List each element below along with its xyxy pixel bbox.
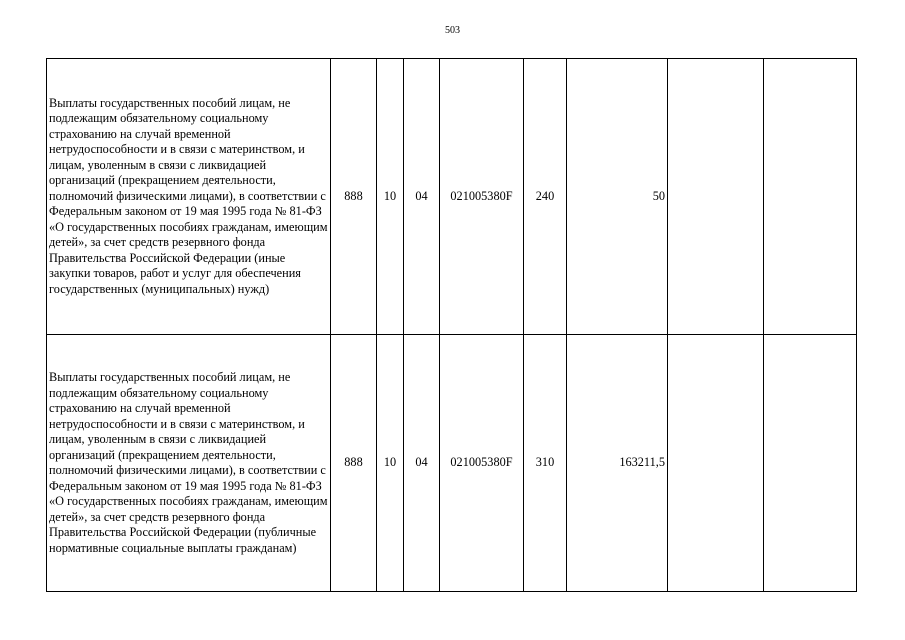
cell-amount: 163211,5: [567, 335, 668, 592]
table-row: [47, 335, 857, 592]
cell-expense-type: 240: [524, 59, 567, 335]
page-number: 503: [445, 25, 460, 36]
cell-code-ministry: 888: [331, 335, 377, 592]
table-row: [47, 59, 857, 335]
cell-target-article: 021005380F: [440, 335, 524, 592]
cell-extra-2: [764, 335, 857, 592]
row-description: Выплаты государственных пособий лицам, не подлежащим обязательному социальному страхованию на случай временной нетрудоспособности и в связи с материнством, и лицам, уволенным в связи с ликвидацией организаций (прекращением деятельности, полномочий физическими лицами), в соответствии с Федеральным законом от 19 мая 1995 года № 81-ФЗ «О государственных пособиях гражданам, имеющим детей», за счет средств резервного фонда Правительства Российской Федерации (публичные нормативные социальные выплаты гражданам): [47, 335, 331, 592]
cell-extra-1: [668, 335, 764, 592]
row-description: Выплаты государственных пособий лицам, не подлежащим обязательному социальному страхованию на случай временной нетрудоспособности и в связи с материнством, и лицам, уволенным в связи с ликвидацией организаций (прекращением деятельности, полномочий физическими лицами), в соответствии с Федеральным законом от 19 мая 1995 года № 81-ФЗ «О государственных пособиях гражданам, имеющим детей», за счет средств резервного фонда Правительства Российской Федерации (иные закупки товаров, работ и услуг для обеспечения государственных (муниципальных) нужд): [47, 59, 331, 335]
cell-expense-type: 310: [524, 335, 567, 592]
cell-code-ministry: 888: [331, 59, 377, 335]
budget-table: [46, 58, 857, 592]
cell-code-section: 10: [377, 59, 404, 335]
cell-amount: 50: [567, 59, 668, 335]
cell-extra-1: [668, 59, 764, 335]
cell-code-subsection: 04: [404, 335, 440, 592]
cell-code-subsection: 04: [404, 59, 440, 335]
cell-code-section: 10: [377, 335, 404, 592]
cell-target-article: 021005380F: [440, 59, 524, 335]
cell-extra-2: [764, 59, 857, 335]
